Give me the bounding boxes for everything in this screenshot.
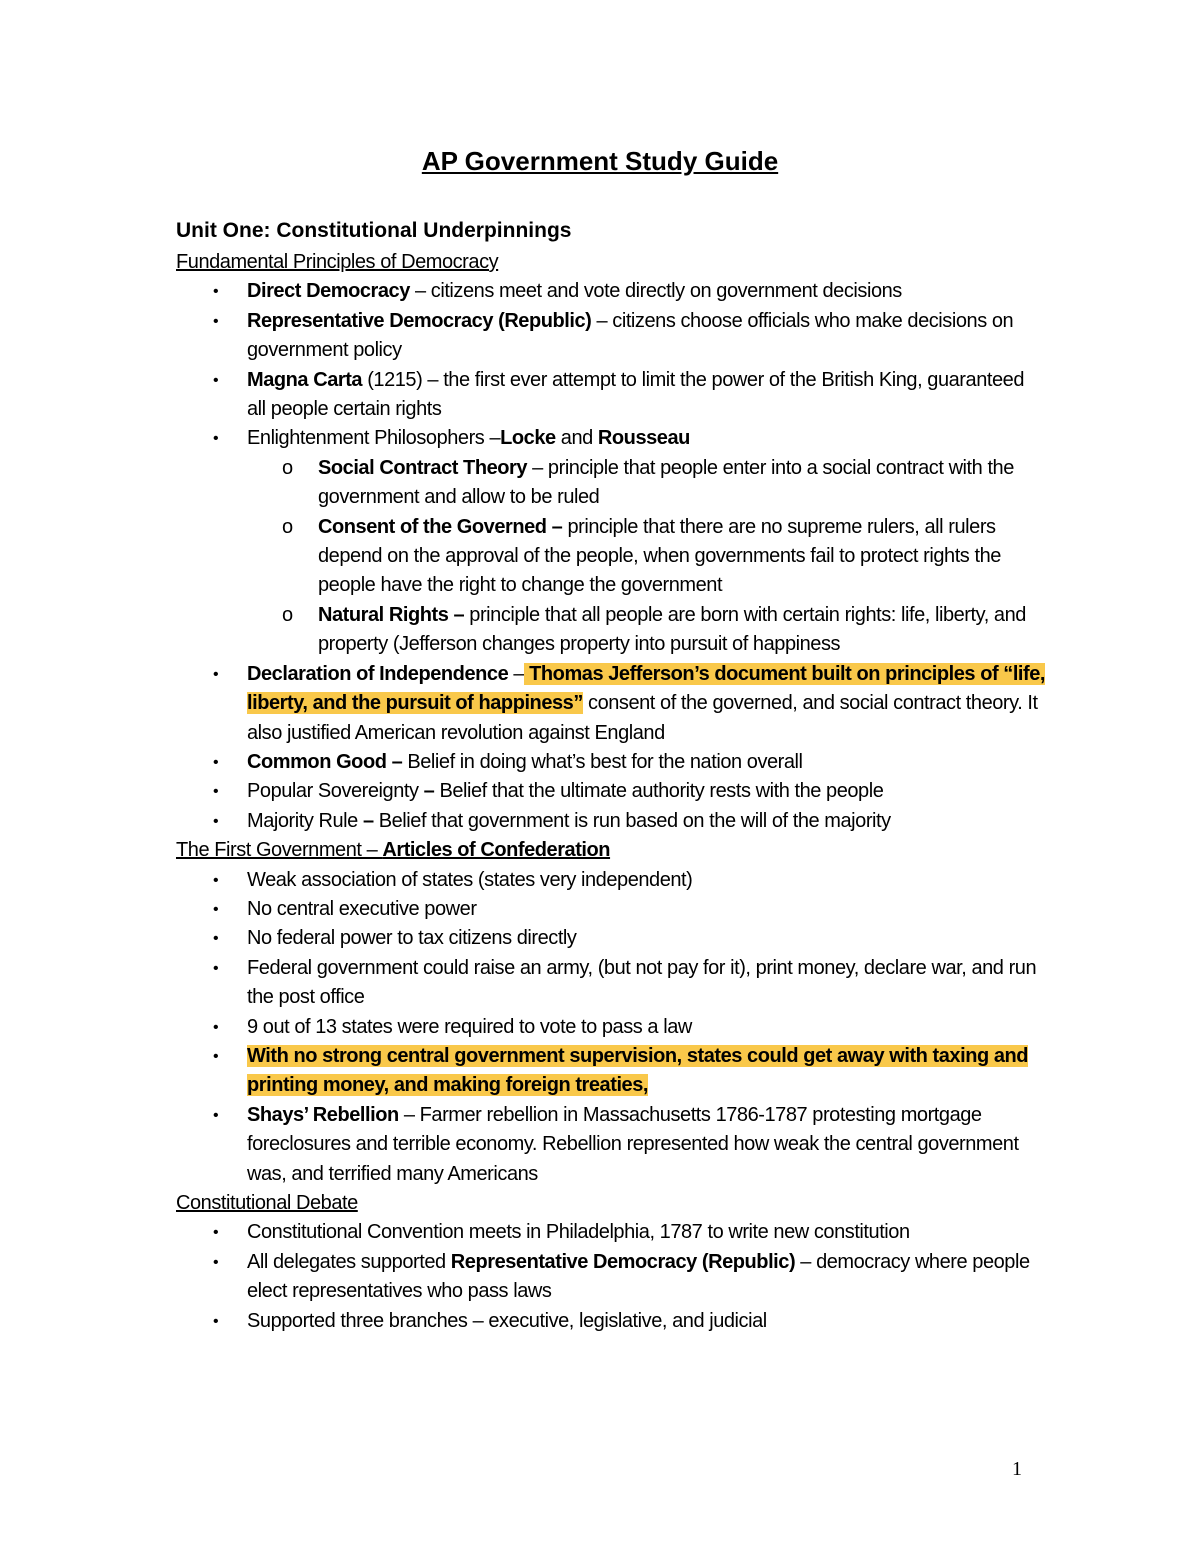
list-item	[213, 777, 1046, 806]
label: and	[555, 427, 598, 450]
list-item	[213, 924, 1046, 953]
list-item-text: Weak association of states (states very independent)	[247, 868, 693, 891]
list-item	[213, 1101, 1046, 1189]
bullet-icon: •	[213, 1224, 219, 1242]
sub-list-item	[282, 601, 1046, 660]
bullet-icon: •	[213, 871, 219, 889]
list-item-text: 9 out of 13 states were required to vote to pass a law	[247, 1015, 692, 1038]
debate-list	[176, 1218, 1046, 1336]
term: Natural Rights –	[318, 603, 465, 626]
label: Majority Rule	[247, 809, 358, 832]
definition: Belief that government is run based on the will of the majority	[373, 809, 891, 832]
bullet-icon: •	[213, 1253, 219, 1271]
definition: – citizens choose officials who make decisions on government policy	[247, 309, 1014, 362]
definition: principle that there are no supreme rulers, all rulers depend on the approval of the people, when governments fail to protect rights the people have the right to change the government	[318, 515, 1001, 597]
term: Consent of the Governed –	[318, 515, 563, 538]
list-item	[213, 895, 1046, 924]
list-item-text: Federal government could raise an army, (but not pay for it), print money, declare war, and run the post office	[247, 956, 1037, 1009]
list-item	[213, 366, 1046, 425]
term: Representative Democracy (Republic)	[247, 309, 592, 332]
list-item-text: No federal power to tax citizens directly	[247, 927, 577, 950]
bullet-icon: •	[213, 430, 219, 448]
list-item-text: No central executive power	[247, 897, 477, 920]
definition: consent of the governed, and social contract theory. It also justified American revolution against England	[247, 692, 1038, 744]
definition: – principle that people enter into a social contract with the government and allow to be ruled	[318, 456, 1014, 509]
label: All delegates supported	[247, 1250, 451, 1273]
bullet-icon: •	[213, 1018, 219, 1036]
bullet-icon: •	[213, 753, 219, 771]
list-item	[213, 954, 1046, 1013]
bullet-icon: •	[213, 900, 219, 918]
list-item	[213, 1013, 1046, 1042]
page-title: AP Government Study Guide	[421, 146, 779, 176]
section-title-fundamentals: Fundamental Principles of Democracy	[176, 251, 499, 273]
list-item	[213, 307, 1046, 366]
list-item	[213, 866, 1046, 895]
bullet-icon: •	[213, 371, 219, 389]
term: Common Good –	[247, 750, 403, 773]
sub-bullet-icon: o	[282, 603, 293, 626]
bullet-icon: •	[213, 1106, 219, 1124]
document-body	[176, 248, 1046, 1336]
section-title-first-government	[176, 836, 1046, 865]
sub-list-item	[282, 513, 1046, 601]
highlighted-text: Thomas Jefferson’s document built on principles of “life, liberty, and the pursuit of happiness”	[247, 662, 1046, 715]
bullet-icon: •	[213, 312, 219, 330]
dash: –	[508, 662, 525, 685]
definition: Belief that the ultimate authority rests with the people	[434, 780, 884, 803]
first-government-list	[176, 866, 1046, 1189]
definition: – Farmer rebellion in Massachusetts 1786-1787 protesting mortgage foreclosures and terrible economy. Rebellion represented how weak the central government was, and terrified many Americans	[247, 1103, 1019, 1185]
bullet-icon: •	[213, 1312, 219, 1330]
term: Social Contract Theory	[318, 456, 528, 479]
list-item	[213, 1218, 1046, 1247]
page-number: 1	[1012, 1458, 1022, 1480]
list-item	[213, 748, 1046, 777]
sub-bullet-icon: o	[282, 515, 293, 538]
term: Representative Democracy (Republic)	[450, 1250, 796, 1273]
label: Enlightenment Philosophers –	[247, 427, 501, 450]
term: –	[418, 780, 435, 803]
list-item	[213, 1248, 1046, 1307]
term: Direct Democracy	[247, 280, 410, 303]
section-title-term: Articles of Confederation	[382, 839, 611, 862]
definition: (1215) – the first ever attempt to limit the power of the British King, guaranteed all people certain rights	[247, 368, 1024, 421]
unit-heading: Unit One: Constitutional Underpinnings	[176, 219, 572, 242]
bullet-icon: •	[213, 783, 219, 801]
term: Rousseau	[597, 427, 690, 450]
bullet-icon: •	[213, 959, 219, 977]
bullet-icon: •	[213, 930, 219, 948]
fundamentals-list	[176, 277, 1046, 836]
bullet-icon: •	[213, 283, 219, 301]
sub-list-item	[282, 454, 1046, 513]
definition: Belief in doing what’s best for the nation overall	[402, 750, 803, 773]
label: Popular Sovereignty	[247, 780, 419, 803]
highlighted-text: With no strong central government supervision, states could get away with taxing and printing money, and making foreign treaties,	[247, 1044, 1029, 1097]
sub-bullet-icon: o	[282, 456, 293, 479]
definition: – citizens meet and vote directly on government decisions	[409, 280, 902, 303]
section-title-debate: Constitutional Debate	[176, 1192, 358, 1214]
list-item	[213, 277, 1046, 306]
list-item-text: Supported three branches – executive, legislative, and judicial	[247, 1309, 767, 1332]
list-item	[213, 660, 1046, 748]
term: –	[357, 809, 374, 832]
definition: principle that all people are born with certain rights: life, liberty, and property (Jefferson changes property into pursuit of happiness	[318, 603, 1026, 656]
sub-list	[247, 454, 1046, 660]
list-item	[213, 1042, 1046, 1101]
term: Shays’ Rebellion	[247, 1103, 399, 1126]
definition: – democracy where people elect representatives who pass laws	[247, 1250, 1030, 1303]
bullet-icon: •	[213, 1047, 219, 1065]
term: Magna Carta	[247, 368, 363, 391]
list-item	[213, 424, 1046, 659]
list-item	[213, 1307, 1046, 1336]
list-item-text: Constitutional Convention meets in Philadelphia, 1787 to write new constitution	[247, 1221, 910, 1244]
term: Locke	[500, 427, 556, 450]
bullet-icon: •	[213, 665, 219, 683]
term: Declaration of Independence	[247, 662, 509, 685]
section-title-text: The First Government –	[176, 839, 383, 862]
bullet-icon: •	[213, 812, 219, 830]
list-item	[213, 807, 1046, 836]
